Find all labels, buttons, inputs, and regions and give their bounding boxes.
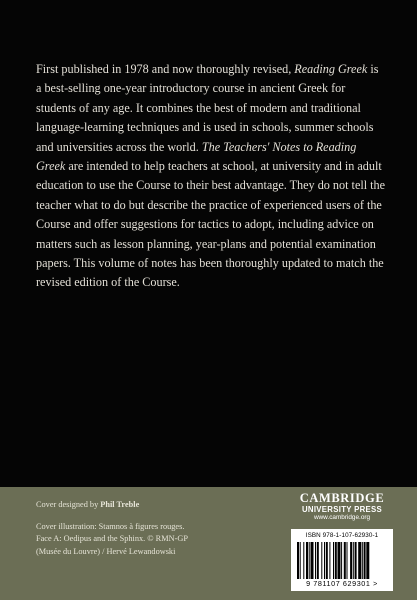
designer-name: Phil Treble: [100, 500, 140, 509]
designer-credit-label: Cover designed by: [36, 500, 101, 509]
blurb-segment: is a best-selling one-year introductory course in ancient Greek for students of any age. It combines the best of modern and traditional language-learning techniques and is used in schools, summer schools and universities across the world.: [36, 62, 379, 154]
publisher-subname: UNIVERSITY PRESS: [301, 505, 383, 514]
footer-band: [0, 487, 417, 600]
barcode: [291, 529, 393, 591]
book-title-italic: Reading Greek: [294, 62, 368, 76]
publisher-logo: [292, 492, 392, 522]
barcode-digits: 9 781107 629301 >: [306, 579, 378, 588]
illustration-credit-line: Cover illustration: Stamnos à figures rouges.: [36, 521, 185, 531]
teachers-notes-title-italic: The Teachers' Notes to Reading Greek: [36, 139, 357, 174]
publisher-name: CAMBRIDGE: [299, 491, 385, 505]
blurb-segment: are intended to help teachers at school, at university and in adult education to use the Course to their best advantage. They do not tell the teacher what to do but describe the practice of experienced users of the Course and offer suggestions for tactics to adopt, including advice on matters such as lesson planning, year-plans and potential examination papers. This volume of notes has been thoroughly updated to match the revised edition of the Course.: [36, 159, 386, 290]
barcode-bars-icon: [297, 542, 387, 579]
illustration-credit-line: (Musée du Louvre) / Hervé Lewandowski: [36, 546, 176, 556]
cover-credits: [36, 499, 251, 558]
designer-credit: [36, 499, 251, 512]
blurb-text: [36, 60, 386, 293]
illustration-credit-line: Face A: Oedipus and the Sphinx. © RMN-GP: [36, 534, 188, 544]
isbn-number: ISBN 978-1-107-62930-1: [305, 532, 379, 539]
publisher-url: www.cambridge.org: [313, 514, 371, 521]
blurb-segment: First published in 1978 and now thoroughly revised,: [36, 62, 295, 76]
